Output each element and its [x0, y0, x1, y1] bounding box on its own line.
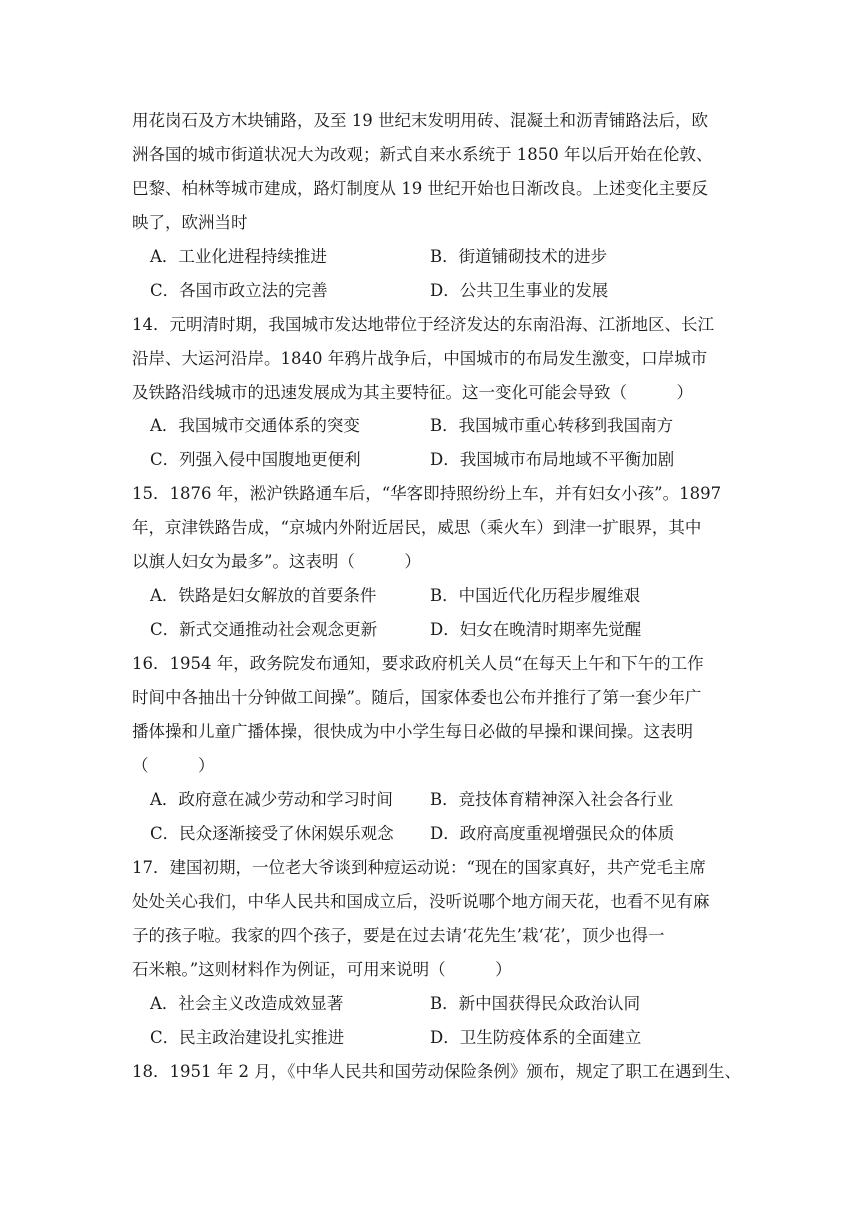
q14-line-1: 14．元明清时期，我国城市发达地带位于经济发达的东南沿海、江浙地区、长江 [132, 315, 714, 334]
q13-option-c[interactable]: C．各国市政立法的完善 [150, 281, 328, 300]
q13-option-d[interactable]: D．公共卫生事业的发展 [430, 281, 609, 300]
q16-line-2: 时间中各抽出十分钟做工间操”。随后，国家体委也公布并推行了第一套少年广 [132, 688, 702, 707]
q15-option-a[interactable]: A．铁路是妇女解放的首要条件 [150, 586, 377, 605]
q15-line-1: 15．1876 年，淞沪铁路通车后，“华客即持照纷纷上车，并有妇女小孩”。1897 [132, 484, 722, 503]
q14-option-a[interactable]: A．我国城市交通体系的突变 [150, 416, 360, 435]
q14-line-3: 及铁路沿线城市的迅速发展成为其主要特征。这一变化可能会导致（ ） [132, 383, 693, 402]
q14-option-b[interactable]: B．我国城市重心转移到我国南方 [430, 416, 674, 435]
q13-option-b[interactable]: B．街道铺砌技术的进步 [430, 247, 608, 266]
q15-line-2: 年，京津铁路告成，“京城内外附近居民，威思（乘火车）到津一扩眼界，其中 [132, 518, 702, 537]
q16-line-1: 16．1954 年，政务院发布通知，要求政府机关人员“在每天上午和下午的工作 [132, 654, 704, 673]
q13-option-a[interactable]: A．工业化进程持续推进 [150, 247, 327, 266]
q17-line-1: 17．建国初期，一位老大爷谈到种痘运动说：“现在的国家真好，共产党毛主席 [132, 858, 706, 877]
q13-line-4: 映了，欧洲当时 [132, 213, 248, 232]
q15-line-3: 以旗人妇女为最多”。这表明（ ） [132, 552, 421, 571]
q14-option-c[interactable]: C．列强入侵中国腹地更便利 [150, 450, 361, 469]
q17-option-a[interactable]: A．社会主义改造成效显著 [150, 994, 344, 1013]
q15-option-d[interactable]: D．妇女在晚清时期率先觉醒 [430, 620, 642, 639]
q17-option-b[interactable]: B．新中国获得民众政治认同 [430, 994, 641, 1013]
q17-line-4: 石米粮。”这则材料作为例证，可用来说明（ ） [132, 960, 512, 979]
q16-line-3: 播体操和儿童广播体操，很快成为中小学生每日必做的早操和课间操。这表明 [132, 722, 693, 741]
q18-line-1: 18．1951 年 2 月，《中华人民共和国劳动保险条例》颁布，规定了职工在遇到生、 [132, 1062, 741, 1081]
q15-option-c[interactable]: C．新式交通推动社会观念更新 [150, 620, 378, 639]
q13-line-3: 巴黎、柏林等城市建成，路灯制度从 19 世纪开始也日渐改良。上述变化主要反 [132, 179, 708, 198]
q17-option-d[interactable]: D．卫生防疫体系的全面建立 [430, 1028, 642, 1047]
q16-option-d[interactable]: D．政府高度重视增强民众的体质 [430, 824, 675, 843]
q16-option-b[interactable]: B．竞技体育精神深入社会各行业 [430, 790, 674, 809]
q16-option-c[interactable]: C．民众逐渐接受了休闲娱乐观念 [150, 824, 394, 843]
q17-line-3: 子的孩子啦。我家的四个孩子，要是在过去请‘花先生’栽‘花’，顶少也得一 [132, 926, 665, 945]
q15-option-b[interactable]: B．中国近代化历程步履维艰 [430, 586, 641, 605]
q14-line-2: 沿岸、大运河沿岸。1840 年鸦片战争后，中国城市的布局发生激变，口岸城市 [132, 349, 708, 368]
q13-line-2: 洲各国的城市街道状况大为改观；新式自来水系统于 1850 年以后开始在伦敦、 [132, 145, 713, 164]
q17-option-c[interactable]: C．民主政治建设扎实推进 [150, 1028, 345, 1047]
q16-option-a[interactable]: A．政府意在减少劳动和学习时间 [150, 790, 393, 809]
q14-option-d[interactable]: D．我国城市布局地域不平衡加剧 [430, 450, 675, 469]
q13-line-1: 用花岗石及方木块铺路，及至 19 世纪末发明用砖、混凝土和沥青铺路法后，欧 [132, 111, 708, 130]
q17-line-2: 处处关心我们，中华人民共和国成立后，没听说哪个地方闹天花，也看不见有麻 [132, 892, 710, 911]
q16-line-4: （ ） [132, 756, 215, 775]
